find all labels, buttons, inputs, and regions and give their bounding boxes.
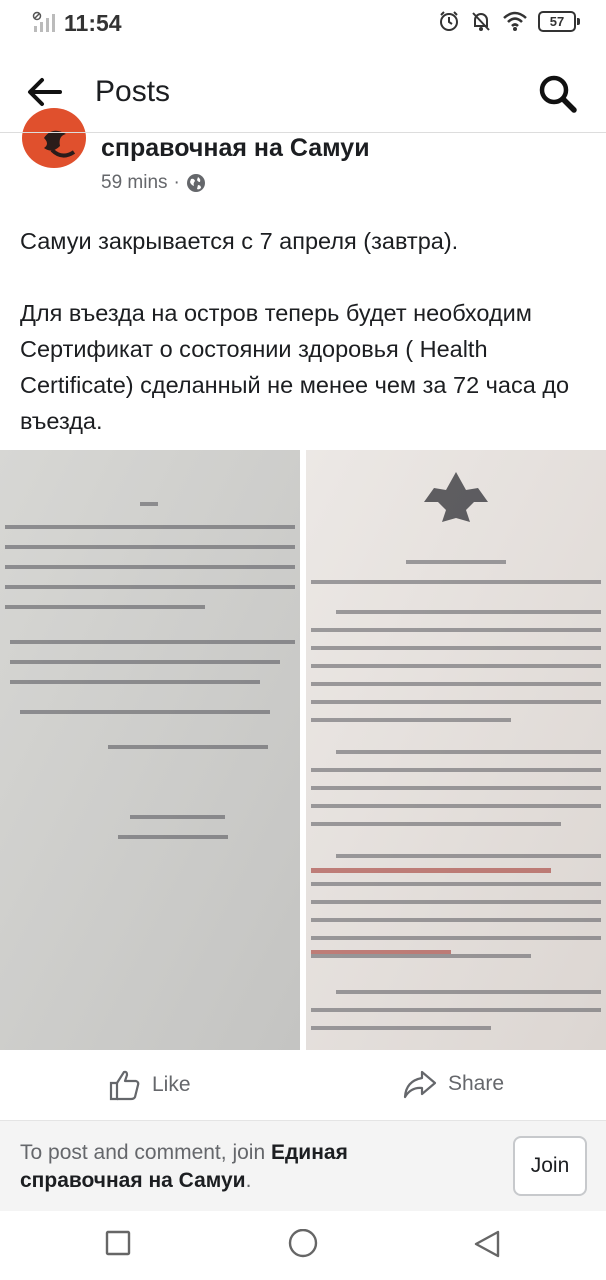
globe-icon xyxy=(186,173,206,193)
post-time[interactable]: 59 mins xyxy=(101,172,168,193)
document-photo-right xyxy=(306,450,606,1050)
system-nav-bar xyxy=(0,1211,606,1280)
join-prompt-prefix: To post and comment, join xyxy=(20,1141,271,1164)
share-button[interactable] xyxy=(402,1068,504,1100)
join-prompt xyxy=(20,1139,460,1195)
avatar-logo-icon xyxy=(22,108,86,168)
app-bar xyxy=(0,50,606,132)
back-triangle-icon[interactable] xyxy=(472,1229,502,1259)
search-icon[interactable] xyxy=(536,72,580,116)
post-photo-document-2[interactable] xyxy=(0,450,300,1050)
post-body xyxy=(20,223,586,439)
join-button[interactable]: Join xyxy=(513,1136,587,1196)
mute-icon xyxy=(470,10,492,32)
wifi-icon xyxy=(502,10,528,32)
header-divider xyxy=(0,132,606,133)
back-arrow-icon[interactable] xyxy=(24,74,64,110)
like-label: Like xyxy=(152,1073,191,1096)
avatar[interactable] xyxy=(22,108,86,168)
join-prompt-suffix: . xyxy=(245,1169,252,1192)
page-name[interactable]: справочная на Самуи xyxy=(101,134,370,162)
home-icon[interactable] xyxy=(287,1229,319,1261)
post-meta xyxy=(101,172,206,194)
document-photo-left xyxy=(0,450,300,1050)
share-label: Share xyxy=(448,1072,505,1095)
join-group-name[interactable]: Единая справочная на Самуи xyxy=(20,1141,348,1192)
meta-separator: · xyxy=(173,172,180,193)
post-paragraph-2: Для въезда на остров теперь будет необходим Сертификат о состоянии здоровья ( Health Certificate) сделанный не менее чем за 72 часа до въезда. xyxy=(20,300,570,434)
share-arrow-icon xyxy=(402,1068,438,1100)
battery-icon: 57 xyxy=(538,11,576,32)
signal-icon xyxy=(32,11,58,33)
post-paragraph-1: Самуи закрывается с 7 апреля (завтра). xyxy=(20,228,459,254)
status-time: 11:54 xyxy=(64,10,122,36)
status-bar xyxy=(0,0,606,50)
thumbs-up-icon xyxy=(108,1068,142,1102)
status-icons xyxy=(438,10,576,32)
recent-apps-icon[interactable] xyxy=(104,1229,132,1257)
page-title: Posts xyxy=(95,75,171,108)
join-footer xyxy=(0,1121,606,1211)
post-actions xyxy=(0,1050,606,1125)
like-button[interactable] xyxy=(108,1068,191,1102)
alarm-icon xyxy=(438,10,460,32)
post-photo-document-1[interactable] xyxy=(306,450,606,1050)
